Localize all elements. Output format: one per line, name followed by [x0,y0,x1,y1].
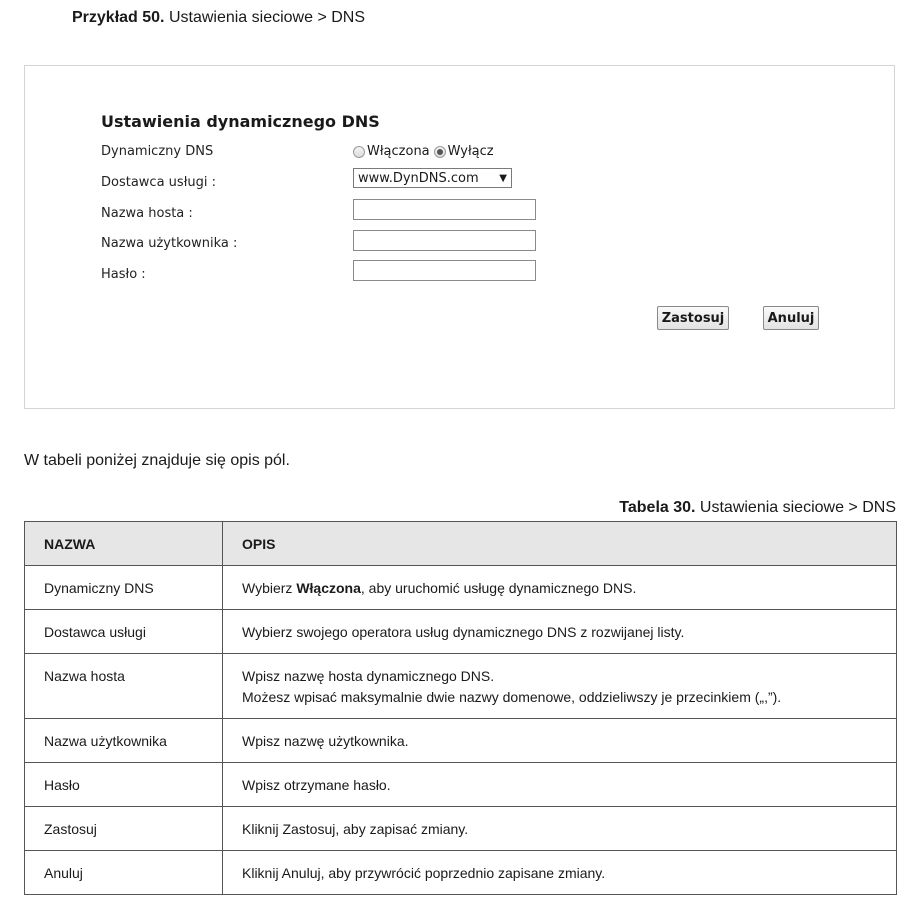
ddns-off-radio[interactable] [434,146,446,158]
row-name: Nazwa hosta [25,654,223,719]
chevron-down-icon: ▼ [499,172,507,184]
provider-select[interactable] [353,168,512,188]
ddns-settings-panel [24,65,895,409]
ddns-off-label: Wyłącz [447,144,494,159]
row-desc-pre: Wybierz [242,580,297,596]
row-desc [223,654,897,719]
row-desc: Kliknij Zastosuj, aby zapisać zmiany. [223,807,897,851]
figure-caption-text: Ustawienia sieciowe > DNS [164,9,366,26]
row-name: Anuluj [25,851,223,895]
table-row [25,719,897,763]
row-desc [223,566,897,610]
table-header-row [25,522,897,566]
ddns-label: Dynamiczny DNS [101,144,214,159]
row-desc: Wybierz swojego operatora usług dynamicznego DNS z rozwijanej listy. [223,610,897,654]
provider-select-value: www.DynDNS.com [358,170,479,186]
password-input[interactable] [353,260,536,281]
ddns-on-radio[interactable] [353,146,365,158]
provider-label: Dostawca usługi : [101,175,217,190]
host-input[interactable] [353,199,536,220]
row-name: Nazwa użytkownika [25,719,223,763]
panel-title: Ustawienia dynamicznego DNS [101,112,380,131]
row-name: Hasło [25,763,223,807]
intro-text: W tabeli poniżej znajduje się opis pól. [24,452,290,469]
table-caption [619,499,896,517]
table-caption-text: Ustawienia sieciowe > DNS [695,499,896,516]
row-name: Dostawca usługi [25,610,223,654]
figure-caption [72,9,365,27]
table-row [25,566,897,610]
cancel-button[interactable]: Anuluj [763,306,819,330]
row-name: Zastosuj [25,807,223,851]
password-label: Hasło : [101,267,146,282]
header-desc: OPIS [223,522,897,566]
ddns-on-label: Włączona [367,144,430,159]
row-desc-line1: Wpisz nazwę hosta dynamicznego DNS. [242,668,495,684]
fields-table [24,521,897,895]
row-desc-bold: Włączona [296,580,361,596]
user-label: Nazwa użytkownika : [101,236,238,251]
row-desc: Wpisz otrzymane hasło. [223,763,897,807]
row-desc: Kliknij Anuluj, aby przywrócić poprzednio zapisane zmiany. [223,851,897,895]
table-row [25,851,897,895]
table-caption-number: Tabela 30. [619,499,696,516]
ddns-radio-group [353,144,494,159]
table-row [25,654,897,719]
user-input[interactable] [353,230,536,251]
header-name: NAZWA [25,522,223,566]
row-name: Dynamiczny DNS [25,566,223,610]
table-row [25,763,897,807]
table-row [25,807,897,851]
row-desc: Wpisz nazwę użytkownika. [223,719,897,763]
host-label: Nazwa hosta : [101,206,193,221]
row-desc-line2: Możesz wpisać maksymalnie dwie nazwy domenowe, oddzieliwszy je przecinkiem („,”). [242,689,782,705]
table-row [25,610,897,654]
figure-caption-number: Przykład 50. [72,9,165,26]
row-desc-post: , aby uruchomić usługę dynamicznego DNS. [360,580,637,596]
apply-button[interactable]: Zastosuj [657,306,729,330]
